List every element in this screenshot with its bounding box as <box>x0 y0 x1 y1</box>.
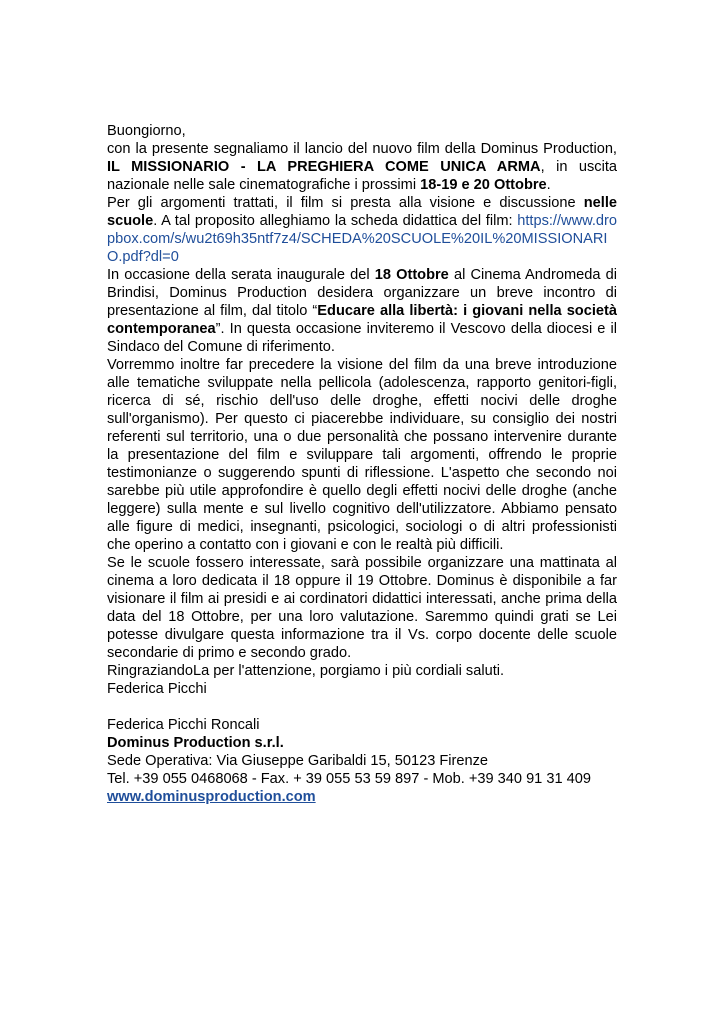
p2-text-b: . A tal proposito alleghiamo la scheda didattica del film: <box>153 213 518 229</box>
film-title: IL MISSIONARIO - LA PREGHIERA COME UNICA ARMA <box>107 159 541 175</box>
release-dates: 18-19 e 20 Ottobre <box>420 177 547 193</box>
paragraph-inaugural-event <box>107 266 617 356</box>
signature-company <box>107 734 617 752</box>
p3-text-b: al Cinema Andromeda di Brindisi, Dominus Production desidera organizzare un breve incontro di presentazione al film, dal titolo “ <box>107 267 618 319</box>
company-name: Dominus Production s.r.l. <box>107 735 284 751</box>
paragraph-film-launch <box>107 140 617 194</box>
signature-name: Federica Picchi Roncali <box>107 717 260 733</box>
p1-text-b: , in uscita nazionale nelle sale cinematografiche i prossimi <box>107 159 617 193</box>
paragraph-school-screening: Se le scuole fossero interessate, sarà possibile organizzare una mattinata al cinema a loro dedicata il 18 oppure il 19 Ottobre. Dominus è disponibile a far visionare il film ai presidi e ai cordinatori didattici interessati, anche prima della data del 18 Ottobre, per una loro valutazione. Saremmo quindi grati se Lei potesse divulgare questa informazione tra il Vs. corpo docente delle scuole secondarie di primo e secondo grado. <box>107 555 617 661</box>
p1-text-c: . <box>546 177 551 193</box>
signature-address: Sede Operativa: Via Giuseppe Garibaldi 15, 50123 Firenze <box>107 753 489 769</box>
p2-text-a: Per gli argomenti trattati, il film si presta alla visione e discussione <box>107 195 584 211</box>
inaugural-date: 18 Ottobre <box>374 267 449 283</box>
signature-website <box>107 788 617 806</box>
website-link[interactable]: www.dominusproduction.com <box>107 789 316 805</box>
p3-text-c: ”. In questa occasione inviteremo il Vescovo della diocesi e il Sindaco del Comune di riferimento. <box>107 321 617 355</box>
closing-line: RingraziandoLa per l'attenzione, porgiamo i più cordiali saluti. <box>107 663 505 679</box>
schools-bold: nelle scuole <box>107 195 617 229</box>
greeting: Buongiorno, <box>107 123 186 139</box>
p1-text-a: con la presente segnaliamo il lancio del nuovo film della Dominus Production, <box>107 141 617 157</box>
paragraph-schools <box>107 194 617 266</box>
signature-phones: Tel. +39 055 0468068 - Fax. + 39 055 53 59 897 - Mob. +39 340 91 31 409 <box>107 771 591 787</box>
signoff-name: Federica Picchi <box>107 681 207 697</box>
dropbox-link[interactable]: https://www.dropbox.com/s/wu2t69h35ntf7z4/SCHEDA%20SCUOLE%20IL%20MISSIONARIO.pdf?dl=0 <box>107 213 617 265</box>
paragraph-introduction: Vorremmo inoltre far precedere la visione del film da una breve introduzione alle tematiche sviluppate nella pellicola (adolescenza, rapporto genitori-figli, ricerca di sé, rischio dell'uso delle droghe, effetti nocivi delle droghe sull'organismo). Per questo ci piacerebbe individuare, su consiglio dei nostri referenti sul territorio, una o due personalità che possano intervenire durante la presentazione del film e sviluppare tali argomenti, offrendo le proprie testimonianze o suggerendo spunti di riflessione. L'aspetto che secondo noi sarebbe più utile approfondire è quello degli effetti nocivi delle droghe (anche leggere) sulla mente e sul livello cognitivo dell'utilizzatore. Abbiamo pensato alle figure di medici, insegnanti, psicologici, sociologi o di altri professionisti che operino a contatto con i giovani e con le realtà più difficili. <box>107 357 617 553</box>
p3-text-a: In occasione della serata inaugurale del <box>107 267 375 283</box>
event-title: Educare alla libertà: i giovani nella società contemporanea <box>107 303 617 337</box>
letter-body <box>107 122 617 806</box>
spacer <box>107 698 617 716</box>
